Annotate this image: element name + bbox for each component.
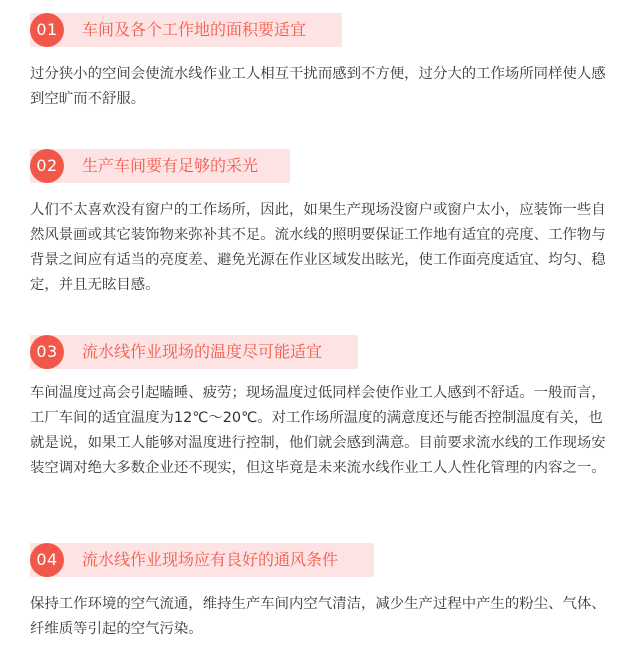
section-4-title: 流水线作业现场应有良好的通风条件 <box>82 550 339 569</box>
section-1-body: 过分狭小的空间会使流水线作业工人相互干扰而感到不方便，过分大的工作场所同样使人感到空旷而不舒服。 <box>30 66 606 107</box>
section-3-title: 流水线作业现场的温度尽可能适宜 <box>82 342 323 361</box>
section-2-body: 人们不太喜欢没有窗户的工作场所，因此，如果生产现场没窗户或窗户太小，应装饰一些自然风景画或其它装饰物来弥补其不足。流水线的照明要保证工作地有适宜的亮度、工作物与背景之间应有适当的亮度差、避免光源在作业区域发出眩光，使工作面亮度适宜、均匀、稳定，并且无眩目感。 <box>30 202 606 293</box>
section-1-number-badge: 01 <box>30 13 64 47</box>
section-2-title: 生产车间要有足够的采光 <box>82 156 259 175</box>
section-3-body: 车间温度过高会引起瞌睡、疲劳；现场温度过低同样会使作业工人感到不舒适。一般而言，工厂车间的适宜温度为12℃～20℃。对工作场所温度的满意度还与能否控制温度有关，也就是说，如果工人能够对温度进行控制，他们就会感到满意。目前要求流水线的工作现场安装空调对绝大多数企业还不现实，但这毕竟是未来流水线作业工人人性化管理的内容之一。 <box>30 385 606 476</box>
section-2-number-badge: 02 <box>30 149 64 183</box>
section-4-body: 保持工作环境的空气流通，维持生产车间内空气清洁，减少生产过程中产生的粉尘、气体、纤维质等引起的空气污染。 <box>30 596 606 637</box>
section-4-number-badge: 04 <box>30 543 64 577</box>
section-3-number-badge: 03 <box>30 335 64 369</box>
section-1-title: 车间及各个工作地的面积要适宜 <box>82 20 307 39</box>
